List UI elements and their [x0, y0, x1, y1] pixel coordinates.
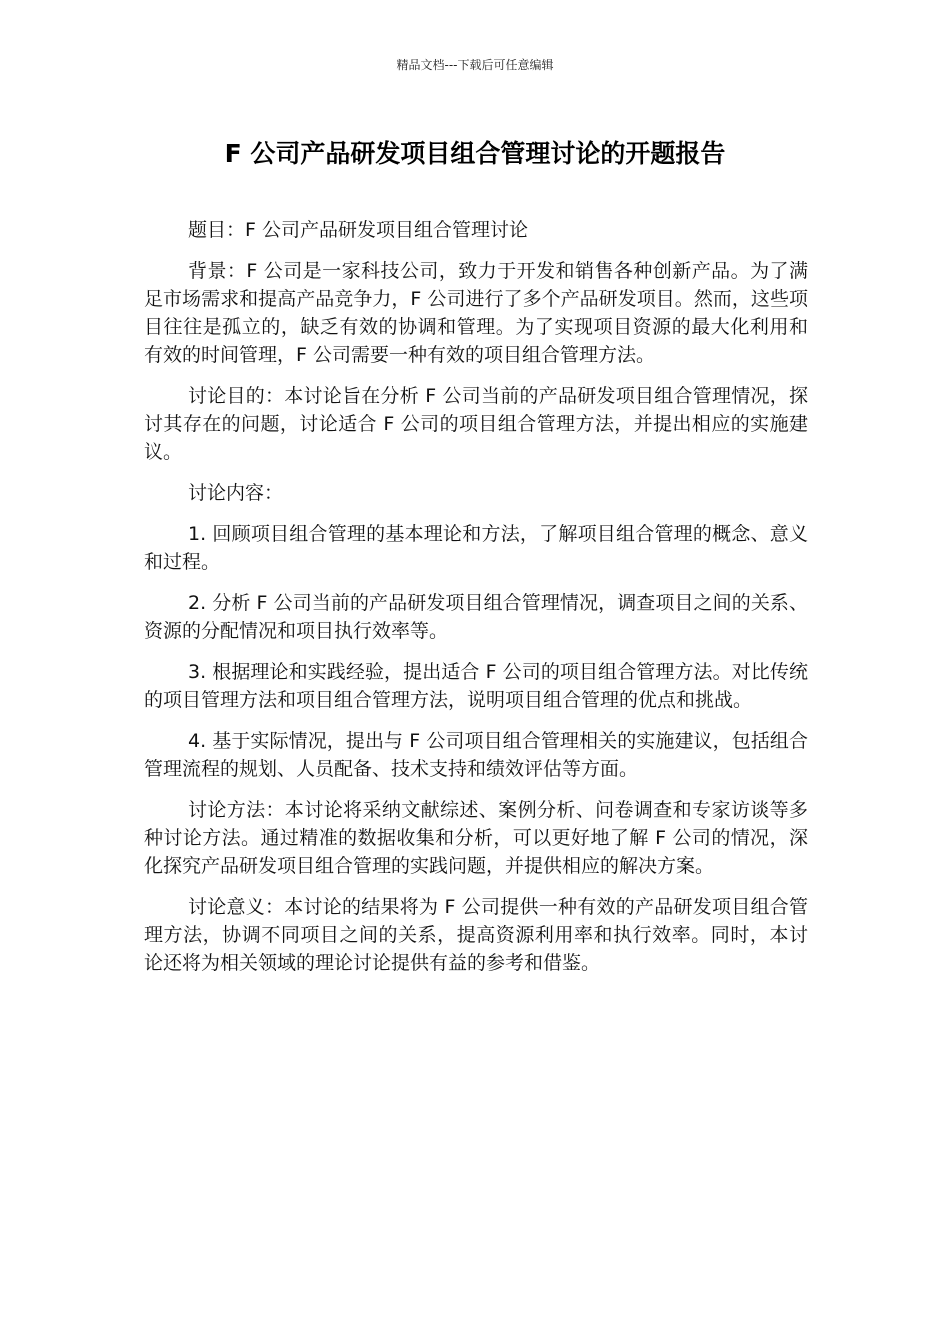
paragraph-topic: 题目：F 公司产品研发项目组合管理讨论	[188, 219, 528, 241]
document-body	[144, 216, 808, 990]
paragraph-content-item-2: 2. 分析 F 公司当前的产品研发项目组合管理情况，调查项目之间的关系、资源的分配情况和项目执行效率等。	[144, 592, 808, 642]
document-title: F 公司产品研发项目组合管理讨论的开题报告	[224, 139, 726, 168]
paragraph-method: 讨论方法：本讨论将采纳文献综述、案例分析、问卷调查和专家访谈等多种讨论方法。通过精准的数据收集和分析，可以更好地了解 F 公司的情况，深化探究产品研发项目组合管理的实践问题，并提供相应的解决方案。	[144, 799, 808, 877]
paragraph-background: 背景：F 公司是一家科技公司，致力于开发和销售各种创新产品。为了满足市场需求和提高产品竞争力，F 公司进行了多个产品研发项目。然而，这些项目往往是孤立的，缺乏有效的协调和管理。为了实现项目资源的最大化利用和有效的时间管理，F 公司需要一种有效的项目组合管理方法。	[144, 260, 808, 366]
paragraph-content-heading: 讨论内容：	[188, 482, 284, 504]
paragraph-content-item-1: 1. 回顾项目组合管理的基本理论和方法，了解项目组合管理的概念、意义和过程。	[144, 523, 808, 573]
paragraph-purpose: 讨论目的：本讨论旨在分析 F 公司当前的产品研发项目组合管理情况，探讨其存在的问题，讨论适合 F 公司的项目组合管理方法，并提出相应的实施建议。	[144, 385, 808, 463]
header-note: 精品文档---下载后可任意编辑	[396, 58, 554, 72]
paragraph-content-item-3: 3. 根据理论和实践经验，提出适合 F 公司的项目组合管理方法。对比传统的项目管理方法和项目组合管理方法，说明项目组合管理的优点和挑战。	[144, 661, 808, 711]
paragraph-content-item-4: 4. 基于实际情况，提出与 F 公司项目组合管理相关的实施建议，包括组合管理流程的规划、人员配备、技术支持和绩效评估等方面。	[144, 730, 808, 780]
paragraph-significance: 讨论意义：本讨论的结果将为 F 公司提供一种有效的产品研发项目组合管理方法，协调不同项目之间的关系，提高资源利用率和执行效率。同时，本讨论还将为相关领域的理论讨论提供有益的参考和借鉴。	[144, 896, 808, 974]
